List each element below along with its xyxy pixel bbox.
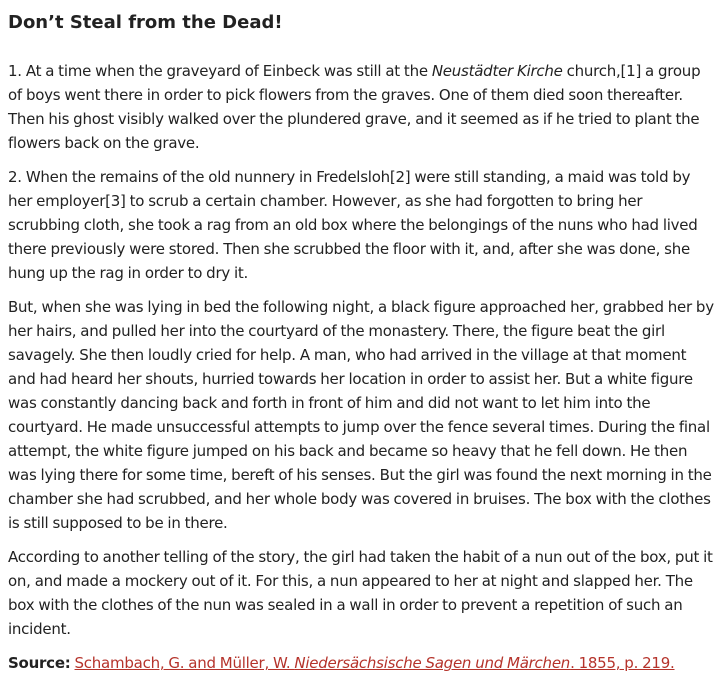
source-label: Source: — [8, 654, 71, 672]
source-link[interactable] — [75, 654, 675, 672]
paragraph-3: But, when she was lying in bed the following night, a black figure approached her, grabbed her by her hairs, and pulled her into the courtyard of the monastery. There, the figure beat the girl savagely. She then loudly cried for help. A man, who had arrived in the village at that moment and had heard her shouts, hurried towards her location in order to assist her. But a white figure was constantly dancing back and forth in front of him and did not want to let him into the courtyard. He made unsuccessful attempts to jump over the fence several times. During the final attempt, the white figure jumped on his back and became so heavy that he fell down. He then was lying there for some time, bereft of his senses. But the girl was found the next morning in the chamber she had scrubbed, and her whole body was covered in bruises. The box with the clothes is still supposed to be in there. — [8, 298, 714, 532]
source-link-details: . 1855, p. 219. — [570, 654, 675, 672]
paragraph-1-text-start: 1. At a time when the graveyard of Einbeck was still at the — [8, 62, 432, 80]
church-name: Neustädter Kirche — [431, 62, 563, 80]
source-link-authors: Schambach, G. and Müller, W. — [74, 654, 295, 672]
paragraph-1-text-end: church,[1] a group of boys went there in order to pick flowers from the graves. One of them died soon thereafter. Then his ghost visibly walked over the plundered grave, and it seemed as if he tried to plant the flowers back on the grave. — [8, 62, 701, 152]
page-title: Don’t Steal from the Dead! — [8, 12, 283, 33]
source-link-book-title: Niedersächsische Sagen und Märchen — [294, 654, 571, 672]
paragraph-1 — [8, 59, 715, 155]
source-citation — [8, 651, 715, 675]
paragraph-2: 2. When the remains of the old nunnery in Fredelsloh[2] were still standing, a maid was told by her employer[3] to scrub a certain chamber. However, as she had forgotten to bring her scrubbing cloth, she took a rag from an old box where the belongings of the nuns who had lived there previously were stored. Then she scrubbed the floor with it, and, after she was done, she hung up the rag in order to dry it. — [8, 168, 698, 282]
paragraph-4: According to another telling of the story, the girl had taken the habit of a nun out of the box, put it on, and made a mockery out of it. For this, a nun appeared to her at night and slapped her. The box with the clothes of the nun was sealed in a wall in order to prevent a repetition of such an incident. — [8, 548, 713, 638]
